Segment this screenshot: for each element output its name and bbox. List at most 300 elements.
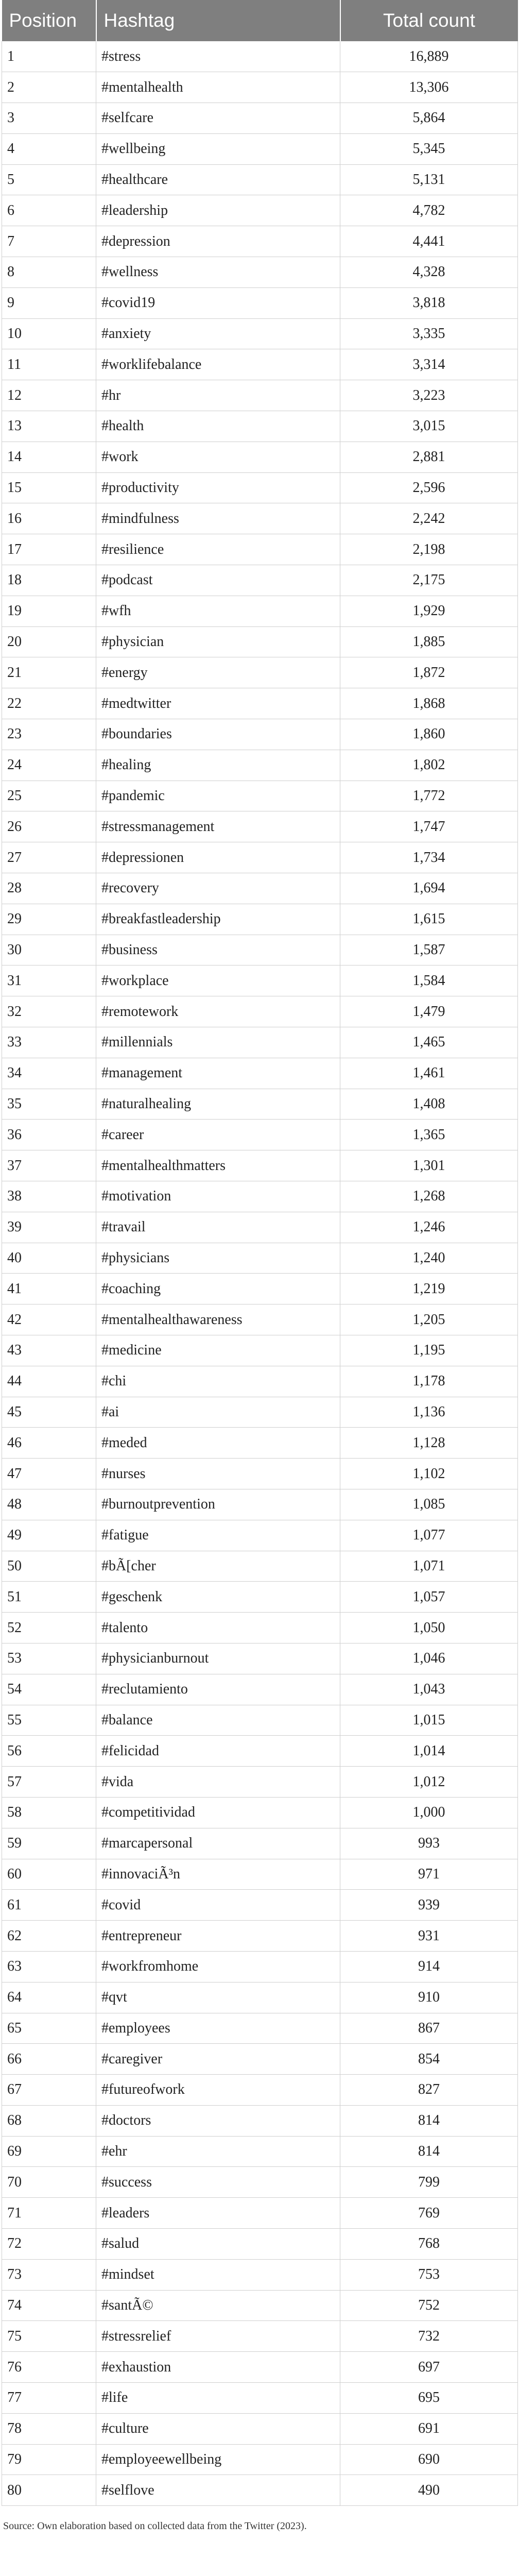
table-row bbox=[2, 287, 518, 318]
cell-position: 58 bbox=[2, 1797, 96, 1828]
table-row bbox=[2, 657, 518, 688]
cell-hashtag: #travail bbox=[96, 1212, 340, 1243]
cell-position: 24 bbox=[2, 750, 96, 781]
cell-hashtag: #leaders bbox=[96, 2198, 340, 2229]
cell-position: 47 bbox=[2, 1459, 96, 1489]
table-row bbox=[2, 2352, 518, 2383]
cell-position: 67 bbox=[2, 2075, 96, 2106]
table-row bbox=[2, 2044, 518, 2075]
table-row bbox=[2, 2013, 518, 2044]
cell-hashtag: #leadership bbox=[96, 195, 340, 226]
cell-total-count: 814 bbox=[340, 2105, 518, 2136]
cell-hashtag: #burnoutprevention bbox=[96, 1489, 340, 1520]
cell-hashtag: #futureofwork bbox=[96, 2075, 340, 2106]
cell-hashtag: #employees bbox=[96, 2013, 340, 2044]
table-row bbox=[2, 1736, 518, 1767]
table-row bbox=[2, 565, 518, 596]
cell-hashtag: #energy bbox=[96, 657, 340, 688]
cell-position: 12 bbox=[2, 380, 96, 411]
cell-total-count: 2,596 bbox=[340, 472, 518, 503]
header-total-count: Total count bbox=[340, 0, 518, 41]
cell-hashtag: #anxiety bbox=[96, 318, 340, 349]
cell-position: 69 bbox=[2, 2136, 96, 2167]
cell-total-count: 971 bbox=[340, 1859, 518, 1890]
cell-position: 76 bbox=[2, 2352, 96, 2383]
cell-total-count: 1,860 bbox=[340, 719, 518, 750]
cell-total-count: 3,223 bbox=[340, 380, 518, 411]
cell-position: 20 bbox=[2, 626, 96, 657]
table-row bbox=[2, 1459, 518, 1489]
cell-total-count: 1,219 bbox=[340, 1274, 518, 1304]
cell-position: 80 bbox=[2, 2475, 96, 2506]
table-row bbox=[2, 1397, 518, 1428]
table-row bbox=[2, 750, 518, 781]
table-row bbox=[2, 1674, 518, 1705]
cell-hashtag: #chi bbox=[96, 1366, 340, 1397]
cell-position: 79 bbox=[2, 2444, 96, 2475]
cell-hashtag: #pandemic bbox=[96, 781, 340, 811]
cell-hashtag: #wfh bbox=[96, 596, 340, 626]
cell-total-count: 867 bbox=[340, 2013, 518, 2044]
cell-position: 78 bbox=[2, 2413, 96, 2444]
table-row bbox=[2, 1520, 518, 1551]
cell-total-count: 1,365 bbox=[340, 1120, 518, 1150]
cell-position: 17 bbox=[2, 534, 96, 565]
cell-total-count: 2,198 bbox=[340, 534, 518, 565]
cell-position: 53 bbox=[2, 1643, 96, 1674]
cell-total-count: 1,615 bbox=[340, 904, 518, 935]
cell-hashtag: #business bbox=[96, 935, 340, 965]
table-row bbox=[2, 1859, 518, 1890]
table-row bbox=[2, 1890, 518, 1921]
cell-hashtag: #salud bbox=[96, 2229, 340, 2260]
cell-total-count: 1,694 bbox=[340, 873, 518, 904]
cell-position: 56 bbox=[2, 1736, 96, 1767]
cell-hashtag: #physician bbox=[96, 626, 340, 657]
cell-hashtag: #stressrelief bbox=[96, 2321, 340, 2352]
cell-position: 54 bbox=[2, 1674, 96, 1705]
cell-hashtag: #bÃ[cher bbox=[96, 1551, 340, 1582]
table-row bbox=[2, 811, 518, 842]
header-row bbox=[2, 0, 518, 41]
cell-total-count: 1,461 bbox=[340, 1058, 518, 1089]
header-position: Position bbox=[2, 0, 96, 41]
cell-total-count: 3,335 bbox=[340, 318, 518, 349]
table-row bbox=[2, 2105, 518, 2136]
cell-position: 70 bbox=[2, 2167, 96, 2198]
cell-hashtag: #culture bbox=[96, 2413, 340, 2444]
table-row bbox=[2, 904, 518, 935]
cell-total-count: 691 bbox=[340, 2413, 518, 2444]
table-row bbox=[2, 380, 518, 411]
cell-total-count: 1,584 bbox=[340, 965, 518, 996]
cell-position: 23 bbox=[2, 719, 96, 750]
cell-position: 42 bbox=[2, 1304, 96, 1335]
cell-total-count: 931 bbox=[340, 1921, 518, 1952]
cell-hashtag: #reclutamiento bbox=[96, 1674, 340, 1705]
table-row bbox=[2, 164, 518, 195]
cell-position: 68 bbox=[2, 2105, 96, 2136]
cell-position: 46 bbox=[2, 1428, 96, 1459]
table-row bbox=[2, 226, 518, 257]
cell-total-count: 768 bbox=[340, 2229, 518, 2260]
cell-position: 29 bbox=[2, 904, 96, 935]
cell-position: 77 bbox=[2, 2383, 96, 2414]
cell-hashtag: #physicians bbox=[96, 1243, 340, 1274]
cell-hashtag: #medicine bbox=[96, 1335, 340, 1366]
table-row bbox=[2, 1181, 518, 1212]
cell-position: 73 bbox=[2, 2259, 96, 2290]
cell-position: 39 bbox=[2, 1212, 96, 1243]
cell-hashtag: #motivation bbox=[96, 1181, 340, 1212]
cell-total-count: 939 bbox=[340, 1890, 518, 1921]
table-row bbox=[2, 257, 518, 288]
cell-hashtag: #employeewellbeing bbox=[96, 2444, 340, 2475]
cell-hashtag: #talento bbox=[96, 1613, 340, 1643]
cell-position: 35 bbox=[2, 1089, 96, 1120]
cell-total-count: 1,000 bbox=[340, 1797, 518, 1828]
cell-position: 44 bbox=[2, 1366, 96, 1397]
cell-total-count: 799 bbox=[340, 2167, 518, 2198]
cell-position: 55 bbox=[2, 1705, 96, 1736]
table-row bbox=[2, 2290, 518, 2321]
cell-position: 14 bbox=[2, 442, 96, 472]
cell-total-count: 2,175 bbox=[340, 565, 518, 596]
cell-hashtag: #worklifebalance bbox=[96, 349, 340, 380]
cell-total-count: 1,077 bbox=[340, 1520, 518, 1551]
cell-position: 27 bbox=[2, 842, 96, 873]
cell-position: 62 bbox=[2, 1921, 96, 1952]
table-row bbox=[2, 719, 518, 750]
table-row bbox=[2, 472, 518, 503]
cell-position: 51 bbox=[2, 1582, 96, 1613]
cell-total-count: 3,818 bbox=[340, 287, 518, 318]
cell-total-count: 1,240 bbox=[340, 1243, 518, 1274]
table-row bbox=[2, 503, 518, 534]
table-row bbox=[2, 1582, 518, 1613]
cell-total-count: 1,050 bbox=[340, 1613, 518, 1643]
cell-position: 7 bbox=[2, 226, 96, 257]
cell-hashtag: #mindfulness bbox=[96, 503, 340, 534]
cell-position: 60 bbox=[2, 1859, 96, 1890]
cell-total-count: 1,246 bbox=[340, 1212, 518, 1243]
table-row bbox=[2, 1921, 518, 1952]
cell-position: 18 bbox=[2, 565, 96, 596]
cell-total-count: 1,802 bbox=[340, 750, 518, 781]
cell-position: 75 bbox=[2, 2321, 96, 2352]
table-row bbox=[2, 41, 518, 72]
cell-total-count: 1,929 bbox=[340, 596, 518, 626]
cell-position: 36 bbox=[2, 1120, 96, 1150]
table-row bbox=[2, 195, 518, 226]
table-row bbox=[2, 2167, 518, 2198]
table-row bbox=[2, 2136, 518, 2167]
table-row bbox=[2, 133, 518, 164]
table-row bbox=[2, 1274, 518, 1304]
cell-total-count: 1,268 bbox=[340, 1181, 518, 1212]
cell-hashtag: #mentalhealthmatters bbox=[96, 1150, 340, 1181]
cell-hashtag: #competitividad bbox=[96, 1797, 340, 1828]
hashtag-table bbox=[2, 0, 518, 2506]
cell-total-count: 1,885 bbox=[340, 626, 518, 657]
cell-total-count: 1,205 bbox=[340, 1304, 518, 1335]
cell-position: 2 bbox=[2, 72, 96, 103]
cell-position: 34 bbox=[2, 1058, 96, 1089]
table-row bbox=[2, 1489, 518, 1520]
cell-total-count: 752 bbox=[340, 2290, 518, 2321]
cell-hashtag: #stressmanagement bbox=[96, 811, 340, 842]
table-row bbox=[2, 781, 518, 811]
cell-hashtag: #career bbox=[96, 1120, 340, 1150]
cell-position: 3 bbox=[2, 103, 96, 134]
cell-hashtag: #caregiver bbox=[96, 2044, 340, 2075]
table-row bbox=[2, 873, 518, 904]
cell-position: 40 bbox=[2, 1243, 96, 1274]
cell-total-count: 1,012 bbox=[340, 1767, 518, 1798]
table-row bbox=[2, 1089, 518, 1120]
cell-position: 28 bbox=[2, 873, 96, 904]
cell-hashtag: #hr bbox=[96, 380, 340, 411]
cell-position: 13 bbox=[2, 411, 96, 442]
table-row bbox=[2, 2383, 518, 2414]
table-row bbox=[2, 1982, 518, 2013]
table-row bbox=[2, 1243, 518, 1274]
table-row bbox=[2, 626, 518, 657]
cell-total-count: 1,046 bbox=[340, 1643, 518, 1674]
cell-total-count: 5,131 bbox=[340, 164, 518, 195]
cell-hashtag: #naturalhealing bbox=[96, 1089, 340, 1120]
table-row bbox=[2, 534, 518, 565]
cell-hashtag: #covid bbox=[96, 1890, 340, 1921]
cell-total-count: 1,772 bbox=[340, 781, 518, 811]
cell-position: 22 bbox=[2, 688, 96, 719]
cell-position: 38 bbox=[2, 1181, 96, 1212]
table-row bbox=[2, 935, 518, 965]
cell-position: 49 bbox=[2, 1520, 96, 1551]
cell-position: 41 bbox=[2, 1274, 96, 1304]
cell-hashtag: #workfromhome bbox=[96, 1951, 340, 1982]
table-row bbox=[2, 411, 518, 442]
cell-hashtag: #health bbox=[96, 411, 340, 442]
cell-total-count: 5,345 bbox=[340, 133, 518, 164]
cell-position: 11 bbox=[2, 349, 96, 380]
table-row bbox=[2, 2321, 518, 2352]
cell-position: 74 bbox=[2, 2290, 96, 2321]
table-row bbox=[2, 1951, 518, 1982]
cell-total-count: 1,195 bbox=[340, 1335, 518, 1366]
cell-hashtag: #entrepreneur bbox=[96, 1921, 340, 1952]
table-row bbox=[2, 2198, 518, 2229]
table-row bbox=[2, 1335, 518, 1366]
cell-position: 57 bbox=[2, 1767, 96, 1798]
cell-total-count: 1,015 bbox=[340, 1705, 518, 1736]
cell-hashtag: #coaching bbox=[96, 1274, 340, 1304]
cell-hashtag: #selflove bbox=[96, 2475, 340, 2506]
cell-hashtag: #marcapersonal bbox=[96, 1828, 340, 1859]
cell-hashtag: #work bbox=[96, 442, 340, 472]
cell-hashtag: #fatigue bbox=[96, 1520, 340, 1551]
table-row bbox=[2, 1428, 518, 1459]
cell-total-count: 1,136 bbox=[340, 1397, 518, 1428]
cell-position: 19 bbox=[2, 596, 96, 626]
cell-hashtag: #meded bbox=[96, 1428, 340, 1459]
table-row bbox=[2, 2444, 518, 2475]
cell-total-count: 854 bbox=[340, 2044, 518, 2075]
header-hashtag: Hashtag bbox=[96, 0, 340, 41]
cell-total-count: 490 bbox=[340, 2475, 518, 2506]
cell-total-count: 1,043 bbox=[340, 1674, 518, 1705]
cell-position: 66 bbox=[2, 2044, 96, 2075]
cell-position: 63 bbox=[2, 1951, 96, 1982]
cell-position: 71 bbox=[2, 2198, 96, 2229]
cell-total-count: 4,782 bbox=[340, 195, 518, 226]
cell-hashtag: #millennials bbox=[96, 1027, 340, 1058]
cell-hashtag: #selfcare bbox=[96, 103, 340, 134]
cell-total-count: 697 bbox=[340, 2352, 518, 2383]
cell-hashtag: #life bbox=[96, 2383, 340, 2414]
cell-total-count: 3,015 bbox=[340, 411, 518, 442]
cell-position: 72 bbox=[2, 2229, 96, 2260]
table-row bbox=[2, 842, 518, 873]
cell-hashtag: #management bbox=[96, 1058, 340, 1089]
cell-total-count: 1,747 bbox=[340, 811, 518, 842]
cell-position: 48 bbox=[2, 1489, 96, 1520]
cell-hashtag: #felicidad bbox=[96, 1736, 340, 1767]
cell-hashtag: #recovery bbox=[96, 873, 340, 904]
cell-position: 52 bbox=[2, 1613, 96, 1643]
cell-hashtag: #breakfastleadership bbox=[96, 904, 340, 935]
cell-position: 25 bbox=[2, 781, 96, 811]
cell-hashtag: #podcast bbox=[96, 565, 340, 596]
cell-total-count: 1,587 bbox=[340, 935, 518, 965]
cell-total-count: 2,881 bbox=[340, 442, 518, 472]
cell-total-count: 1,102 bbox=[340, 1459, 518, 1489]
cell-hashtag: #doctors bbox=[96, 2105, 340, 2136]
table-row bbox=[2, 1366, 518, 1397]
cell-hashtag: #stress bbox=[96, 41, 340, 72]
cell-position: 50 bbox=[2, 1551, 96, 1582]
cell-hashtag: #qvt bbox=[96, 1982, 340, 2013]
cell-total-count: 1,085 bbox=[340, 1489, 518, 1520]
cell-total-count: 827 bbox=[340, 2075, 518, 2106]
cell-hashtag: #geschenk bbox=[96, 1582, 340, 1613]
cell-total-count: 16,889 bbox=[340, 41, 518, 72]
table-row bbox=[2, 1212, 518, 1243]
cell-total-count: 1,057 bbox=[340, 1582, 518, 1613]
cell-position: 10 bbox=[2, 318, 96, 349]
table-row bbox=[2, 688, 518, 719]
table-header bbox=[2, 0, 518, 41]
table-row bbox=[2, 1828, 518, 1859]
table-row bbox=[2, 349, 518, 380]
cell-total-count: 769 bbox=[340, 2198, 518, 2229]
cell-hashtag: #wellness bbox=[96, 257, 340, 288]
cell-total-count: 910 bbox=[340, 1982, 518, 2013]
cell-total-count: 690 bbox=[340, 2444, 518, 2475]
cell-position: 15 bbox=[2, 472, 96, 503]
table-row bbox=[2, 318, 518, 349]
cell-total-count: 1,868 bbox=[340, 688, 518, 719]
cell-hashtag: #productivity bbox=[96, 472, 340, 503]
cell-hashtag: #depressionen bbox=[96, 842, 340, 873]
cell-hashtag: #ai bbox=[96, 1397, 340, 1428]
table-row bbox=[2, 72, 518, 103]
cell-position: 65 bbox=[2, 2013, 96, 2044]
cell-hashtag: #covid19 bbox=[96, 287, 340, 318]
cell-total-count: 1,014 bbox=[340, 1736, 518, 1767]
cell-hashtag: #mentalhealthawareness bbox=[96, 1304, 340, 1335]
table-row bbox=[2, 1150, 518, 1181]
cell-hashtag: #remotework bbox=[96, 996, 340, 1027]
cell-position: 59 bbox=[2, 1828, 96, 1859]
cell-total-count: 1,128 bbox=[340, 1428, 518, 1459]
cell-position: 45 bbox=[2, 1397, 96, 1428]
table-row bbox=[2, 1304, 518, 1335]
table-row bbox=[2, 1058, 518, 1089]
cell-total-count: 4,328 bbox=[340, 257, 518, 288]
cell-total-count: 5,864 bbox=[340, 103, 518, 134]
table-row bbox=[2, 1120, 518, 1150]
cell-hashtag: #medtwitter bbox=[96, 688, 340, 719]
cell-hashtag: #mindset bbox=[96, 2259, 340, 2290]
table-row bbox=[2, 1613, 518, 1643]
cell-position: 5 bbox=[2, 164, 96, 195]
cell-hashtag: #exhaustion bbox=[96, 2352, 340, 2383]
table-row bbox=[2, 2475, 518, 2506]
table-row bbox=[2, 442, 518, 472]
table-row bbox=[2, 965, 518, 996]
cell-total-count: 914 bbox=[340, 1951, 518, 1982]
table-row bbox=[2, 2229, 518, 2260]
cell-position: 43 bbox=[2, 1335, 96, 1366]
cell-total-count: 1,734 bbox=[340, 842, 518, 873]
cell-total-count: 695 bbox=[340, 2383, 518, 2414]
cell-hashtag: #vida bbox=[96, 1767, 340, 1798]
cell-position: 64 bbox=[2, 1982, 96, 2013]
cell-total-count: 13,306 bbox=[340, 72, 518, 103]
table-row bbox=[2, 1705, 518, 1736]
cell-total-count: 1,301 bbox=[340, 1150, 518, 1181]
cell-position: 8 bbox=[2, 257, 96, 288]
cell-position: 6 bbox=[2, 195, 96, 226]
cell-total-count: 814 bbox=[340, 2136, 518, 2167]
table-row bbox=[2, 1643, 518, 1674]
cell-total-count: 1,479 bbox=[340, 996, 518, 1027]
cell-hashtag: #depression bbox=[96, 226, 340, 257]
cell-hashtag: #ehr bbox=[96, 2136, 340, 2167]
cell-position: 26 bbox=[2, 811, 96, 842]
table-row bbox=[2, 1797, 518, 1828]
cell-hashtag: #boundaries bbox=[96, 719, 340, 750]
cell-hashtag: #mentalhealth bbox=[96, 72, 340, 103]
cell-hashtag: #balance bbox=[96, 1705, 340, 1736]
cell-hashtag: #nurses bbox=[96, 1459, 340, 1489]
cell-hashtag: #wellbeing bbox=[96, 133, 340, 164]
cell-hashtag: #workplace bbox=[96, 965, 340, 996]
cell-total-count: 4,441 bbox=[340, 226, 518, 257]
cell-total-count: 1,465 bbox=[340, 1027, 518, 1058]
table-row bbox=[2, 2259, 518, 2290]
table-row bbox=[2, 596, 518, 626]
cell-hashtag: #healthcare bbox=[96, 164, 340, 195]
cell-hashtag: #physicianburnout bbox=[96, 1643, 340, 1674]
cell-position: 21 bbox=[2, 657, 96, 688]
cell-position: 32 bbox=[2, 996, 96, 1027]
cell-total-count: 3,314 bbox=[340, 349, 518, 380]
table-row bbox=[2, 2075, 518, 2106]
cell-hashtag: #resilience bbox=[96, 534, 340, 565]
table-row bbox=[2, 2413, 518, 2444]
